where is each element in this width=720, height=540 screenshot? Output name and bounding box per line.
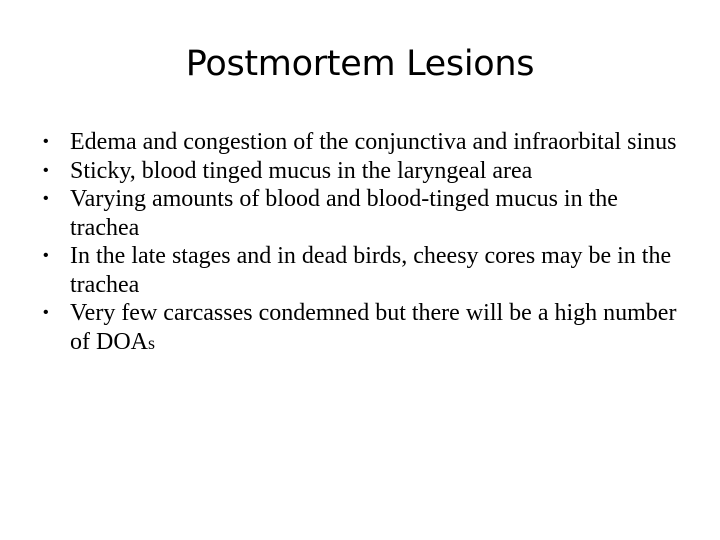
bullet-dot-icon: • <box>43 190 49 207</box>
bullet-text: Sticky, blood tinged mucus in the laryngeal area <box>70 157 533 184</box>
bullet-item <box>40 185 690 242</box>
bullet-dot-icon: • <box>43 161 49 179</box>
bullet-item <box>40 242 690 299</box>
doas-plural-suffix: s <box>148 332 156 353</box>
slide-title: Postmortem Lesions <box>185 44 535 84</box>
bullet-text: Very few carcasses condemned but there will be a high number of DOA <box>70 300 677 355</box>
bullet-text: In the late stages and in dead birds, cheesy cores may be in the trachea <box>70 243 672 298</box>
bullet-dot-icon: • <box>43 133 49 150</box>
bullet-text: Edema and congestion of the conjunctiva and infraorbital sinus <box>70 129 677 155</box>
bullet-item <box>40 299 690 357</box>
bullet-item <box>40 157 690 186</box>
bullet-dot-icon: • <box>43 247 49 264</box>
bullet-text: Varying amounts of blood and blood-tinged mucus in the trachea <box>70 186 618 241</box>
bullet-dot-icon: • <box>43 304 49 321</box>
bullet-item <box>40 128 690 157</box>
bullet-list <box>40 128 690 357</box>
